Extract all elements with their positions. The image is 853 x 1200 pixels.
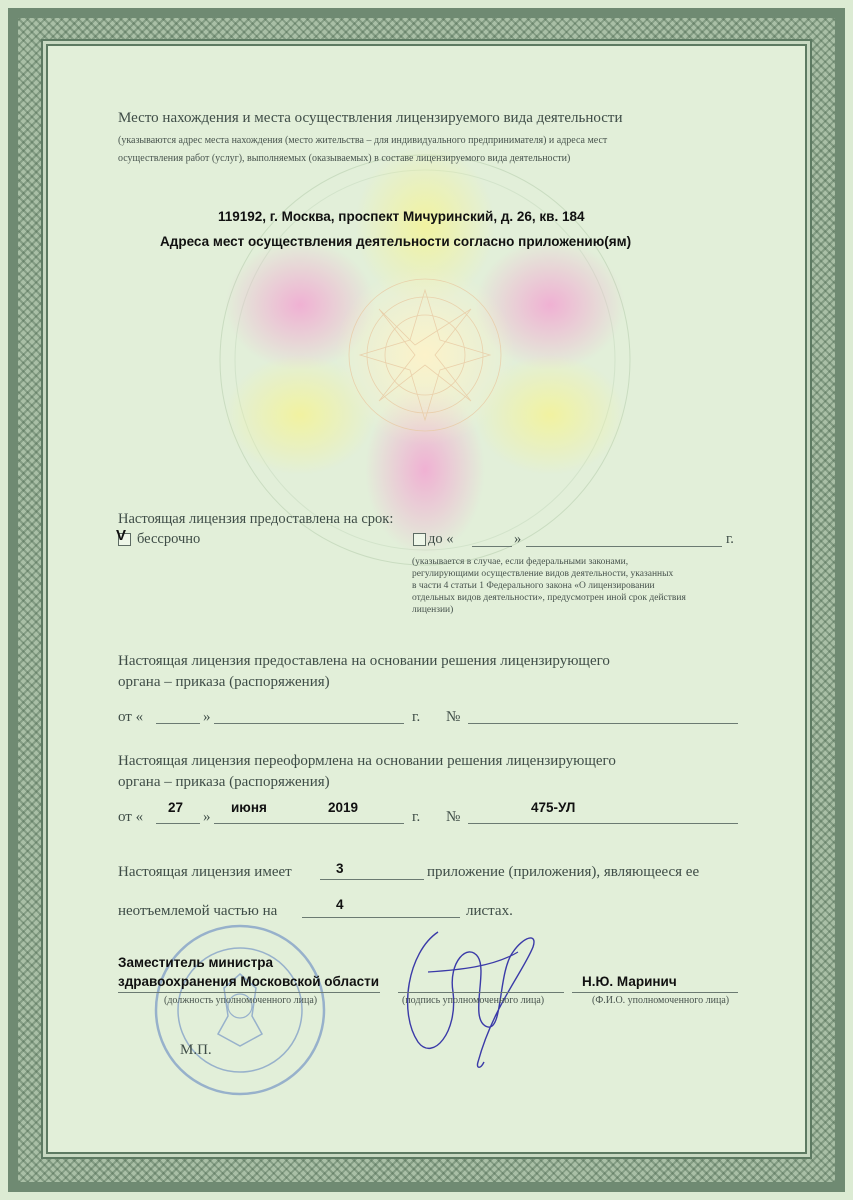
official-position-line1: Заместитель министра xyxy=(118,955,274,970)
granted-line1: Настоящая лицензия предоставлена на основании решения лицензирующего xyxy=(118,653,610,669)
reissued-month: июня xyxy=(231,800,267,815)
reissued-close-quote: » xyxy=(203,809,211,825)
reissued-line2: органа – приказа (распоряжения) xyxy=(118,774,330,790)
signature-line xyxy=(398,992,564,993)
reissued-number: 475-УЛ xyxy=(531,800,576,815)
appendix-count-line xyxy=(320,879,424,880)
granted-day-line xyxy=(156,723,200,724)
sheets-suffix: листах. xyxy=(466,903,513,919)
granted-year-suffix: г. xyxy=(412,709,421,725)
reissued-from-label: от « xyxy=(118,809,144,825)
appendix-suffix: приложение (приложения), являющееся ее xyxy=(427,864,700,880)
reissued-day-line xyxy=(156,823,200,824)
appendix-prefix: Настоящая лицензия имеет xyxy=(118,864,292,880)
granted-from-label: от « xyxy=(118,709,144,725)
granted-line2: органа – приказа (распоряжения) xyxy=(118,674,330,690)
granted-number-line xyxy=(468,723,738,724)
term-heading: Настоящая лицензия предоставлена на срок: xyxy=(118,511,394,527)
official-name: Н.Ю. Маринич xyxy=(582,974,677,989)
until-checkbox xyxy=(413,533,426,546)
granted-date-line xyxy=(214,723,404,724)
locations-note-line2: осуществления работ (услуг), выполняемых (оказываемых) в составе лицензируемого вида деятельности) xyxy=(118,153,571,164)
check-mark: V xyxy=(116,527,127,544)
indefinite-label: бессрочно xyxy=(137,531,201,547)
official-seal-icon xyxy=(152,922,328,1098)
sheets-count: 4 xyxy=(336,897,344,912)
name-caption: (Ф.И.О. уполномоченного лица) xyxy=(592,995,730,1006)
until-date-line xyxy=(526,546,722,547)
seal-label: М.П. xyxy=(180,1042,212,1058)
appendix-count: 3 xyxy=(336,861,344,876)
locations-heading: Место нахождения и места осуществления лицензируемого вида деятельности xyxy=(118,110,623,126)
position-caption: (должность уполномоченного лица) xyxy=(164,995,318,1006)
reissued-line1: Настоящая лицензия переоформлена на основании решения лицензирующего xyxy=(118,753,616,769)
sheets-prefix: неотъемлемой частью на xyxy=(118,903,278,919)
name-line xyxy=(572,992,738,993)
granted-close-quote: » xyxy=(203,709,211,725)
address-line: 119192, г. Москва, проспект Мичуринский, д. 26, кв. 184 xyxy=(218,209,585,224)
term-note-5: лицензии) xyxy=(412,605,454,615)
signature-caption: (подпись уполномоченного лица) xyxy=(402,995,545,1006)
term-note-3: в части 4 статьи 1 Федерального закона «О лицензировании xyxy=(412,581,655,591)
term-note-1: (указывается в случае, если федеральными законами, xyxy=(412,557,629,567)
term-note-4: отдельных видов деятельности», предусмотрен иной срок действия xyxy=(412,593,686,603)
position-line xyxy=(118,992,380,993)
until-day-line xyxy=(472,546,512,547)
reissued-number-line xyxy=(468,823,738,824)
reissued-day: 27 xyxy=(168,800,184,815)
reissued-year-suffix: г. xyxy=(412,809,421,825)
reissued-number-label: № xyxy=(446,809,461,825)
until-label: до « xyxy=(428,531,454,547)
address-appendix-line: Адреса мест осуществления деятельности согласно приложению(ям) xyxy=(160,234,632,249)
reissued-year: 2019 xyxy=(328,800,359,815)
until-year-suffix: г. xyxy=(726,531,734,547)
locations-note-line1: (указываются адрес места нахождения (место жительства – для индивидуального предпринимателя) и адреса мест xyxy=(118,135,608,146)
official-position-line2: здравоохранения Московской области xyxy=(118,974,380,989)
reissued-date-line xyxy=(214,823,404,824)
term-note-2: регулирующими осуществление видов деятельности, указанных xyxy=(412,569,674,579)
granted-number-label: № xyxy=(446,709,461,725)
until-close-quote: » xyxy=(514,531,522,547)
